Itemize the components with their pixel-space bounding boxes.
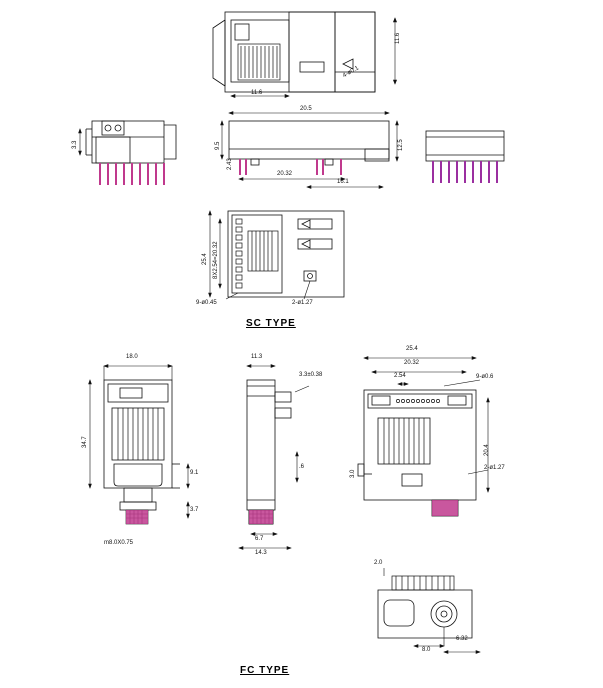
pin (340, 159, 342, 175)
dim-fc-side-foot: 6.7 (255, 536, 264, 542)
pin (147, 163, 149, 185)
sc-top-view (205, 6, 405, 101)
dim-fc-front-width: 18.0 (126, 354, 138, 360)
pin (432, 500, 458, 516)
dim-sc-front-bottom-243: 2.43 (227, 158, 233, 170)
sc-type-title: SC TYPE (246, 318, 296, 329)
pin (488, 161, 490, 183)
pin (123, 163, 125, 185)
pin (316, 159, 318, 175)
dim-fc-rear-overall: 25.4 (406, 346, 418, 352)
pin (107, 163, 109, 185)
dim-fc-side-tab: 3.3±0.38 (299, 372, 323, 378)
fc-type-title: FC TYPE (240, 665, 290, 676)
dim-sc-front-pitch: 20.32 (277, 171, 293, 177)
dim-sc-bottom-height: 25.4 (202, 253, 208, 265)
dim-fc-front-thread: m8.0X0.75 (104, 540, 134, 546)
dim-sc-top-height: 11.6 (395, 32, 401, 44)
dim-fc-rear-edge: 3.0 (350, 469, 356, 478)
fc-rear-view (348, 346, 528, 546)
pin (239, 159, 241, 175)
dim-fc-rear-pitch2032: 20.32 (404, 360, 420, 366)
pin (322, 159, 324, 175)
pin (115, 163, 117, 185)
dim-fc-rear-hole127: 2-ø1.27 (484, 465, 505, 471)
dim-sc-front-right-height: 12.5 (398, 139, 404, 151)
pin (480, 161, 482, 183)
dim-sc-top-note: 4-ø0.1 (342, 65, 361, 80)
dim-fc-side-pin: .6 (299, 464, 305, 470)
dim-sc-bottom-hole-right: 2-ø1.27 (292, 300, 313, 306)
dim-fc-front-height: 34.7 (82, 436, 88, 448)
dim-fc-rear-pitch254: 2.54 (394, 373, 406, 379)
pin (472, 161, 474, 183)
pin (249, 510, 273, 524)
dim-fc-front-37: 3.7 (190, 507, 199, 513)
pin (163, 163, 165, 185)
sc-front-view (215, 105, 405, 195)
pin (139, 163, 141, 185)
sc-side-left-view (72, 115, 197, 190)
dim-fc-front-91: 9.1 (190, 470, 199, 476)
pin (131, 163, 133, 185)
dim-fc-rear-height: 20.4 (484, 444, 490, 456)
pin (440, 161, 442, 183)
dim-sc-front-left-height: 9.5 (215, 141, 221, 150)
dim-fc-detail-80: 8.0 (422, 647, 431, 653)
dim-sc-front-width: 20.5 (300, 106, 312, 112)
dim-fc-side-width: 11.3 (251, 354, 263, 360)
pin (99, 163, 101, 185)
pin (464, 161, 466, 183)
pin (496, 161, 498, 183)
pin (155, 163, 157, 185)
sc-side-right-view (420, 125, 510, 185)
fc-side-view (225, 352, 345, 562)
fc-front-view (68, 352, 218, 552)
dim-fc-side-total: 14.3 (255, 550, 267, 556)
pin (448, 161, 450, 183)
pin (126, 510, 148, 524)
pin (245, 159, 247, 175)
dim-sc-top-width: 11.6 (251, 90, 263, 96)
dim-sc-bottom-pitch: 8X2.54=20.32 (213, 241, 219, 279)
pin (432, 161, 434, 183)
dim-sc-side-thickness: 3.3 (72, 140, 78, 149)
pin (456, 161, 458, 183)
dim-fc-detail-632: 6.32 (456, 636, 468, 642)
dim-fc-rear-hole06: 9-ø0.6 (476, 374, 494, 380)
sc-bottom-view (186, 203, 366, 313)
dim-sc-front-inner: 16.1 (337, 179, 349, 185)
dim-fc-detail-20: 2.0 (374, 560, 383, 566)
dim-sc-bottom-hole-left: 9-ø0.45 (196, 300, 217, 306)
fc-detail-view (360, 560, 520, 660)
